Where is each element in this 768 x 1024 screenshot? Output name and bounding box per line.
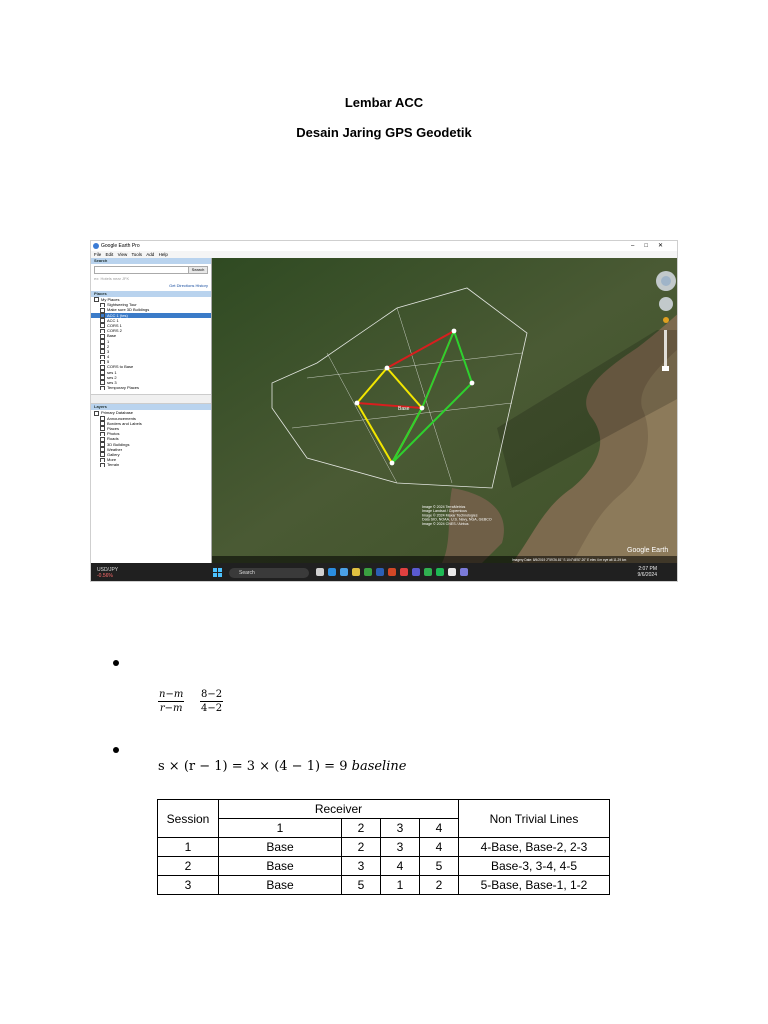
cell-lines: 5-Base, Base-1, 1-2 [459,876,610,895]
checkbox-icon[interactable] [100,339,105,344]
file-explorer-icon[interactable] [316,568,324,576]
header-session: Session [158,800,219,838]
fraction-symbolic [158,688,184,715]
street-view-pegman-icon[interactable] [663,317,669,323]
table-row [158,838,610,857]
minimize-icon[interactable]: – [631,243,645,249]
table-row [158,857,610,876]
menu-add[interactable]: Add [146,252,155,257]
places-item-label: ses 3 [107,380,117,385]
search-links [91,283,211,291]
spotify-icon[interactable] [436,568,444,576]
search-hint: ex: Hotels near JFK [94,276,130,281]
cell-receiver: 2 [342,838,381,857]
layers-item-label: Weather [107,446,123,452]
places-item-label: 4 [107,354,110,360]
sidebar [91,258,212,563]
history-link[interactable]: History [195,283,208,288]
edge-icon[interactable] [328,568,336,576]
layers-panel-header[interactable]: Layers [91,404,211,410]
places-item-label: ACC 1 [107,317,119,323]
checkbox-icon[interactable] [100,463,105,468]
header-receiver-3: 3 [381,819,420,838]
places-item-label: My Places [101,297,120,302]
layers-item-label: Photos [107,431,120,437]
cell-session: 1 [158,838,219,857]
places-item-label: Sightseeing Tour [107,302,137,308]
look-joystick-icon[interactable] [659,297,673,311]
checkbox-icon[interactable] [100,386,105,391]
checkbox-icon[interactable] [94,411,99,416]
ticker-value: -0.56% [97,573,113,579]
cell-receiver: 5 [420,857,459,876]
header-non-trivial: Non Trivial Lines [459,800,610,838]
windows-taskbar [91,563,677,582]
places-tree [91,297,211,390]
fraction-numeric [200,688,223,715]
fraction-numerator: 8−2 [201,689,223,700]
base-label: Base [398,406,410,412]
layers-item-label: Gallery [107,451,120,457]
map-canvas[interactable] [212,258,678,563]
search-input[interactable] [94,266,208,274]
powerpoint-icon[interactable] [388,568,396,576]
windows-start-icon[interactable] [213,568,223,578]
checkbox-icon[interactable] [100,334,105,339]
document-title: Lembar ACC [344,95,424,110]
header-receiver-4: 4 [420,819,459,838]
places-item-label: CORS 1 [107,322,122,328]
word-icon[interactable] [376,568,384,576]
google-earth-screenshot [90,240,678,582]
taskbar-clock[interactable] [638,566,657,578]
layers-item-label: Roads [107,436,119,442]
formula-unit: baseline [351,759,407,774]
cell-receiver: 1 [381,876,420,895]
cell-receiver: 4 [381,857,420,876]
cell-receiver: 4 [420,838,459,857]
places-item-label: Temporary Places [107,385,140,391]
places-item-label: 5 [107,359,110,365]
store-icon[interactable] [340,568,348,576]
checkbox-icon[interactable] [100,437,105,442]
layers-item-label: More [107,457,117,463]
window-titlebar [91,241,677,251]
places-item[interactable] [91,385,211,390]
fraction-numerator: n−m [159,689,184,700]
chrome-icon[interactable] [448,568,456,576]
session-table [157,799,610,895]
fraction-denominator: r−m [159,703,183,714]
layers-item-label: Primary Database [101,410,134,416]
header-receiver-1: 1 [219,819,342,838]
search-panel-header[interactable]: Search [91,258,211,264]
checkbox-icon[interactable] [100,442,105,447]
places-item-label: Base [107,333,117,339]
cell-lines: 4-Base, Base-2, 2-3 [459,838,610,857]
baseline-formula [158,759,406,774]
layers-item-label: 3D Buildings [107,441,130,447]
taskbar-ticker[interactable] [97,567,118,579]
layers-item-label: Announcements [107,415,136,421]
layers-item-label: Terrain [107,462,120,468]
formula-expression: s × (r − 1) = 3 × (4 − 1) = 9 [158,759,348,774]
checkbox-icon[interactable] [100,365,105,370]
google-earth-icon [93,243,99,249]
maximize-icon[interactable]: □ [644,243,658,249]
menu-view[interactable]: View [117,252,128,257]
fraction-denominator: 4−2 [201,703,223,714]
places-item-label: 1 [107,338,110,344]
places-item-label: 3 [107,348,110,354]
places-panel-header[interactable]: Places [91,291,211,297]
table-row [158,876,610,895]
menu-help[interactable]: Help [158,252,168,257]
places-item-label: ACC 1 (tes) [107,312,128,318]
google-earth-logo: Google Earth [627,547,669,554]
taskbar-app-icons [316,568,472,578]
close-icon[interactable]: ✕ [657,243,673,249]
cell-receiver: 5 [342,876,381,895]
status-bar-text: Imagery Date: 8/5/2019 2°59'26.81" S 104°46'57.20" E elev 4 m eye alt 11.29 km [512,558,627,562]
header-receiver: Receiver [219,800,459,819]
menu-bar [91,251,677,258]
places-item-label: CORS to Base [107,364,134,370]
cell-receiver: 3 [381,838,420,857]
checkbox-icon[interactable] [100,308,105,313]
places-item-label: Make sure 3D Buildings [107,307,150,313]
ticker-label: USD/JPY [97,567,119,573]
places-item-label: ses 2 [107,374,117,380]
cell-receiver: 2 [420,876,459,895]
cell-session: 3 [158,876,219,895]
get-directions-link[interactable]: Get Directions [169,283,195,288]
menu-file[interactable]: File [94,252,102,257]
cell-receiver: Base [219,838,342,857]
attribution-line: Data SIO, NOAA, U.S. Navy, NGA, GEBCO [422,517,492,522]
search-button[interactable]: Search [188,267,207,273]
places-item-label: CORS 2 [107,328,122,334]
zoom-slider[interactable] [664,330,667,370]
checkbox-icon[interactable] [94,297,99,302]
map-view[interactable] [212,258,678,563]
teams-icon[interactable] [412,568,420,576]
app-icon[interactable] [400,568,408,576]
cell-receiver: Base [219,876,342,895]
attribution-line: Image © 2024 Maxar Technologies [422,513,478,518]
layers-item[interactable] [91,462,211,467]
window-controls[interactable] [631,241,673,251]
bullet-marker [113,747,119,753]
clock-time: 2:07 PM [638,566,657,572]
document-subtitle: Desain Jaring GPS Geodetik [296,125,472,140]
taskbar-search[interactable]: Search [229,568,309,578]
menu-tools[interactable]: Tools [131,252,143,257]
places-item-label: 2 [107,343,110,349]
attribution-line: Image © 2024 TerraMetrics [422,505,466,509]
layers-tree [91,410,211,467]
google-earth-taskbar-icon[interactable] [460,568,468,576]
cell-lines: Base-3, 3-4, 4-5 [459,857,610,876]
cell-session: 2 [158,857,219,876]
window-title: Google Earth Pro [101,243,140,249]
layers-item-label: Places [107,425,120,431]
bullet-marker [113,660,119,666]
cell-receiver: 3 [342,857,381,876]
whatsapp-icon[interactable] [424,568,432,576]
places-item-label: ses 1 [107,369,117,375]
excel-icon[interactable] [364,568,372,576]
folder-icon[interactable] [352,568,360,576]
zoom-handle[interactable] [662,366,669,371]
clock-date: 9/6/2024 [637,572,657,578]
attribution-line: Image Landsat / Copernicus [422,509,467,514]
menu-edit[interactable]: Edit [105,252,114,257]
cell-receiver: Base [219,857,342,876]
layers-item-label: Borders and Labels [107,420,142,426]
attribution-line: Image © 2024 CNES / Airbus [422,521,469,526]
places-toolbar [91,394,211,404]
header-receiver-2: 2 [342,819,381,838]
